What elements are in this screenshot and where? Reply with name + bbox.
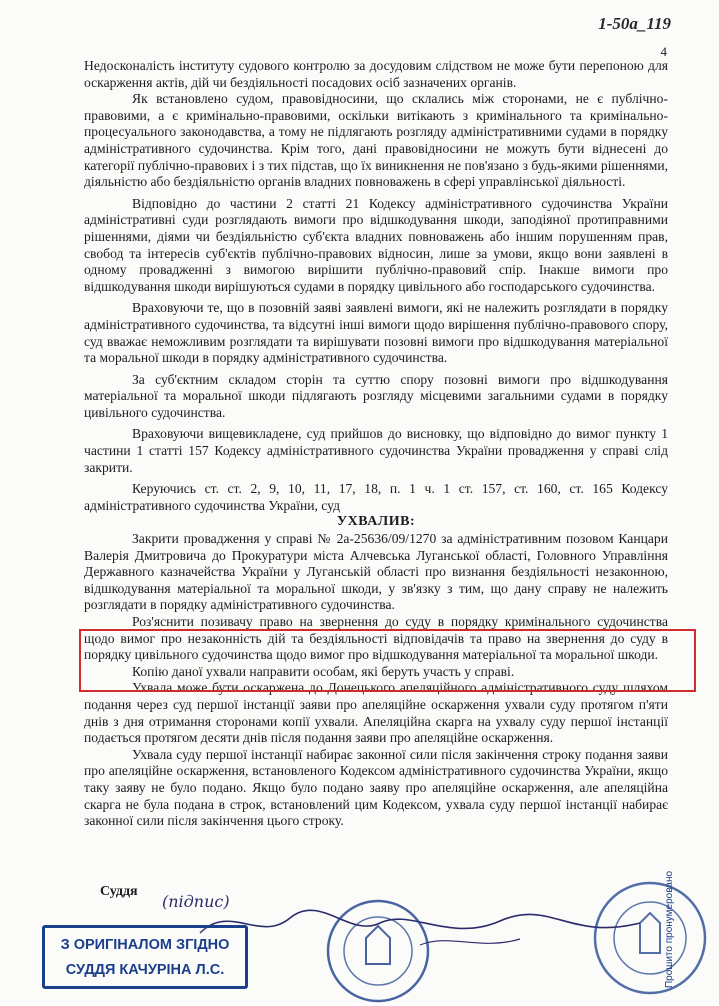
highlight-box: [79, 629, 696, 692]
binding-note: Прошито пронумеровано: [664, 870, 675, 988]
certified-copy-stamp: [42, 925, 248, 989]
document-code: 1-50а_119: [598, 14, 671, 33]
stamp-line-2: СУДДЯ КАЧУРІНА Л.С.: [65, 962, 225, 978]
resolved-heading: УХВАЛИВ:: [336, 514, 416, 530]
resolution-1: Закрити провадження у справі № 2а-25636/09/1270 за адміністративним позовом Канцари Валерія Дмитровича до Прокуратури міста Алчевська Луганської області, Головного Управління Державного казначейства України у Луганській області про визнання бездіяльності незаконною, відшкодування матеріальної та моральної шкоди, у зв'язку з тим, що дану справу не належить розглядати в порядку адміністративного судочинства.: [84, 531, 668, 613]
paragraph-7: Керуючись ст. ст. 2, 9, 10, 11, 17, 18, п. 1 ч. 1 ст. 157, ст. 160, ст. 165 Кодексу адміністративного судочинства України, суд: [84, 481, 668, 513]
stamp-line-1: З ОРИГІНАЛОМ ЗГІДНО: [60, 937, 230, 953]
paragraph-6: Враховуючи вищевикладене, суд прийшов до висновку, що відповідно до вимог пункту 1 частини 1 статті 157 Кодексу адміністративного судочинства України провадження у справі слід закрити.: [84, 426, 668, 475]
court-seal-icon: [318, 896, 438, 1006]
page-number: 4: [660, 44, 667, 59]
document-body: [84, 58, 668, 830]
paragraph-3: Відповідно до частини 2 статті 21 Кодексу адміністративного судочинства України адміністративні суди розглядають вимоги про відшкодування шкоди, заподіяної протиправними рішеннями, діями чи бездіяльністю суб'єкта владних повноважень або іншим порушенням прав, свобод та інтересів суб'єктів публічно-правових відносин, лише за умови, якщо вони заявлені в одному провадженні з вимогою вирішити публічно-правовий спір. Інакше вимоги про відшкодування шкоди вирішуються судами в порядку цивільного або господарського судочинства.: [84, 195, 668, 294]
judge-signature-label: Суддя: [100, 884, 138, 899]
resolution-2: Роз'яснити позивачу право на звернення до суду в порядку кримінального судочинства щодо вимог про незаконність дій та бездіяльності відповідачів та право на звернення до суду в порядку цивільного судочинства щодо вимог про відшкодування матеріальної та моральної шкоди.: [84, 614, 668, 663]
handwritten-note: (підпис): [162, 893, 230, 911]
paragraph-5: За суб'єктним складом сторін та суттю спору позовні вимоги про відшкодування матеріальної та моральної шкоди підлягають розгляду місцевими загальними судами в порядку цивільного судочинства.: [84, 371, 668, 420]
resolution-4: Ухвала може бути оскаржена до Донецького апеляційного адміністративного суду шляхом подання через суд першої інстанції заяви про апеляційне оскарження ухвали суду протягом п'яти днів з дня отримання сторонами копії ухвали. Апеляційна скарга на ухвалу суду першої інстанції подається протягом десяти днів після подання заяви про апеляційне оскарження.: [84, 680, 668, 746]
official-seal-icon: [590, 868, 710, 1003]
paragraph-4: Враховуючи те, що в позовній заяві заявлені вимоги, які не належить розглядати в порядку адміністративного судочинства, та відсутні інші вимоги щодо вирішення публічно-правового спору, суд вважає неможливим розглядати та вирішувати позовні вимоги про відшкодування матеріальної та моральної шкоди в порядку адміністративного судочинства.: [84, 300, 668, 366]
paragraph-1: Недосконалість інституту судового контролю за досудовим слідством не може бути перепоною для оскарження актів, дій чи бездіяльності посадових осіб зазначених органів.: [84, 58, 668, 90]
resolution-3: Копію даної ухвали направити особам, які беруть участь у справі.: [132, 663, 515, 679]
resolution-5: Ухвала суду першої інстанції набирає законної сили після закінчення строку подання заяви про апеляційне оскарження, встановленого Кодексом адміністративного судочинства України, якщо таку заяву не було подано. Якщо було подано заяву про апеляційне оскарження, але апеляційна скарга не була подана в строк, встановлений цим Кодексом, ухвала суду першої інстанції набирає законної сили після закінчення цього строку.: [84, 746, 668, 829]
paragraph-2: Як встановлено судом, правовідносини, що склались між сторонами, не є публічно-правовими, а є кримінально-правовими, оскільки витікають з кримінального та кримінально-процесуального законодавства, а тому не підлягають розгляду адміністративними судами в порядку адміністративного судочинства. Крім того, дані правовідносини не можуть бути віднесені до категорії публічно-правових і з тих підстав, що їх виникнення не пов'язано з будь-якими рішеннями, діяльністю або бездіяльністю органів владних повноважень в сфері управлінської діяльності.: [84, 91, 668, 190]
